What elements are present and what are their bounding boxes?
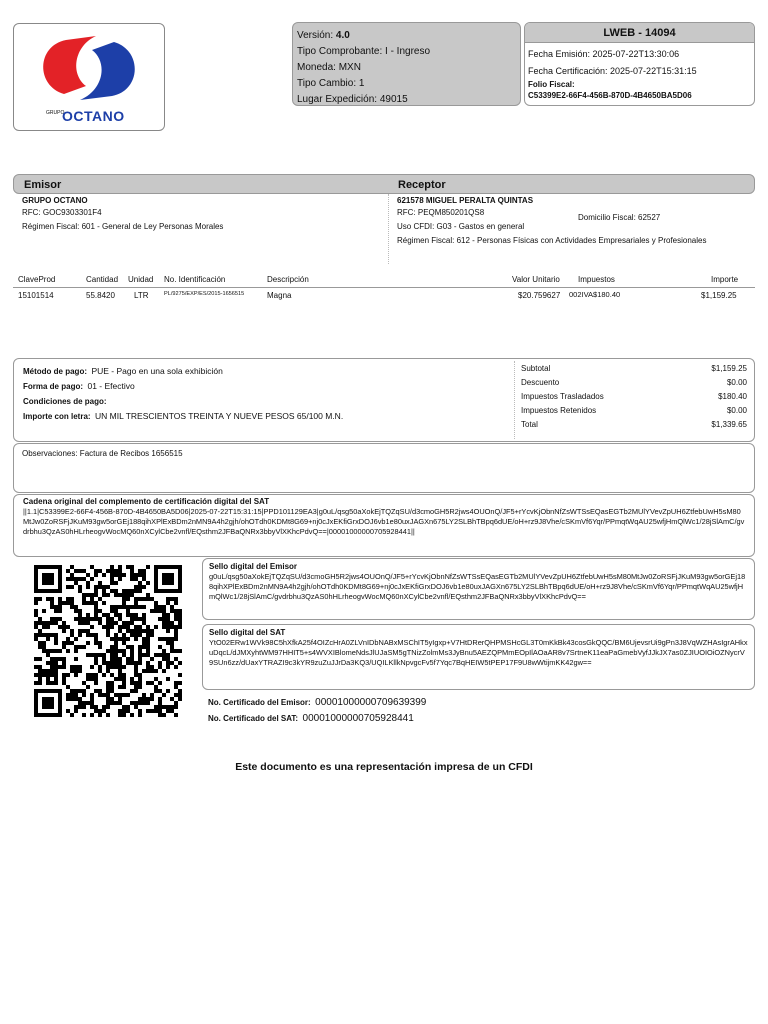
observaciones: Observaciones: Factura de Recibos 1656515 <box>13 443 755 493</box>
col-impuestos: Impuestos <box>578 275 615 284</box>
cert-sat: No. Certificado del SAT: 00001000000705928441 <box>208 713 414 724</box>
col-cantidad: Cantidad <box>86 275 119 284</box>
payment-box: Método de pago: PUE - Pago en una sola exhibición Forma de pago: 01 - Efectivo Condiciones de pago: Importe con letra: UN MIL TRESCIENTOS TREINTA Y NUEVE PESOS 65/100 M.N. Subtotal $1,159.25 Descuento $0.00 Impuestos Trasladados $180.40 Impuestos Retenidos $0.00 Total $1,339.65 <box>13 358 755 442</box>
emisor-rfc: RFC: GOC9303301F4 <box>22 208 102 217</box>
version-box: Versión: 4.0 Tipo Comprobante: I - Ingreso Moneda: MXN Tipo Cambio: 1 Lugar Expedición: 49015 <box>292 22 521 106</box>
sello-emisor-text: g0uL/qsg50aXokEjTQZqSU/d3cmoGH5R2jws4OUOnQ/JF5+rYcvKjObnNfZsWTSsEQasEGTb2MUlYVevZpUH6ZtfebUwH5sM80MtJw0ZoRSFjJKuM93gw5orGEj188qihXPlExBDm2nMN9A4h2gjh/ohOTdh0KDMt8G69+nj0cJxEKfiGrxDOJ6vb1e80uxJAGXn675LY2SLBhTBpq6dUE/oH+rz9J8Vhe/cSKmVf6Yqr/PPmqtWqAU25wfjHmQlWc1/28jSlAmC/gvdrbhu3QzAS0hHLrheogvWocMQ60nXCylCbe2vnfl/EQsthm2JFBaQNRx3bbyVlXKhcPdvQ== <box>209 572 746 601</box>
tipo-comprobante: Tipo Comprobante: I - Ingreso <box>297 46 431 57</box>
folio-label: Folio Fiscal: <box>528 80 575 89</box>
receptor-regimen: Régimen Fiscal: 612 - Personas Físicas con Actividades Empresariales y Profesionales <box>397 236 707 245</box>
fecha-certificacion: Fecha Certificación: 2025-07-22T15:31:15 <box>528 66 697 76</box>
total-row: Descuento $0.00 <box>521 378 747 387</box>
importe-letra: UN MIL TRESCIENTOS TREINTA Y NUEVE PESOS 65/100 M.N. <box>95 411 344 421</box>
emisor-block <box>22 195 392 234</box>
sello-emisor-title: Sello digital del Emisor <box>209 562 298 571</box>
col-importe: Importe <box>711 275 739 284</box>
table-row: 15101514 55.8420 LTR PL/9275/EXP/ES/2015-1656515 Magna $20.759627 002IVA$180.40 $1,159.25 <box>18 290 737 300</box>
emisor-name: GRUPO OCTANO <box>22 196 88 205</box>
metodo-pago: PUE - Pago en una sola exhibición <box>91 366 223 376</box>
qr-code <box>34 565 182 717</box>
parties-header <box>13 174 755 194</box>
receptor-rfc: RFC: PEQM850201QS8 <box>397 208 485 217</box>
cert-emisor: No. Certificado del Emisor: 00001000000709639399 <box>208 697 427 708</box>
sello-emisor-box <box>202 558 755 620</box>
col-descripcion: Descripción <box>267 275 309 284</box>
parties-box <box>13 174 755 264</box>
totals <box>521 362 747 432</box>
fecha-emision: Fecha Emisión: 2025-07-22T13:30:06 <box>528 49 680 59</box>
col-unidad: Unidad <box>128 275 154 284</box>
total-row: Subtotal $1,159.25 <box>521 364 747 373</box>
footer-note: Este documento es una representación impresa de un CFDI <box>235 761 533 773</box>
col-clave: ClaveProd <box>18 275 56 284</box>
receptor-name: 621578 MIGUEL PERALTA QUINTAS <box>397 196 534 205</box>
receptor-domicilio: Domicilio Fiscal: 62527 <box>578 213 661 222</box>
folio-fiscal: C53399E2-66F4-456B-870D-4B4650BA5D06 <box>528 91 692 100</box>
cert-sat-number: 00001000000705928441 <box>302 713 414 724</box>
logo-box <box>13 23 165 131</box>
total-row: Impuestos Retenidos $0.00 <box>521 406 747 415</box>
concepts-table <box>13 274 755 304</box>
sello-sat-title: Sello digital del SAT <box>209 628 286 637</box>
moneda: Moneda: MXN <box>297 62 361 73</box>
sello-sat-text: YtO02ERw1WVk98C5hXfkA25f4OIZcHrA0ZLVnIDbNABxMSChIT5yIgxp+V7HtDRerQHPMSHcGL3T0mKkBk43cosGkQQC/BM6UjevsrUi9gPn3J8VqWZHAsIgrAHkxuDqcL/dJMXyhtWM97HHIT5+s4WVXIBlomeNdsJlUJaSM5gTNizZolmMs3JyBnu5AEZQPMmEOpIlAOaAR8v7SrtneK11eaPaGmebVyfJJkJX7as0ZJIUOIOiOZNycrV9SUn6zz/dUaxYTRAZI9c3kYR9zuZuJJrDa3KQ3/UQILKllkNpvgcFv5f7Yqc7BqHEIW5tPEP17F9U8wWtijmKK42gw== <box>209 638 748 667</box>
total-row: Impuestos Trasladados $180.40 <box>521 392 747 401</box>
receptor-uso-cfdi: Uso CFDI: G03 - Gastos en general <box>397 222 525 231</box>
forma-pago: 01 - Efectivo <box>87 381 135 391</box>
cert-emisor-number: 00001000000709639399 <box>315 697 427 708</box>
party-divider <box>388 194 389 264</box>
sello-sat-box <box>202 624 755 690</box>
logo-brand: OCTANO <box>62 108 125 124</box>
cadena-title: Cadena original del complemento de certificación digital del SAT <box>23 497 270 506</box>
tipo-cambio: Tipo Cambio: 1 <box>297 78 365 89</box>
cadena-original-box <box>13 494 755 557</box>
total-row: Total $1,339.65 <box>521 420 747 429</box>
emisor-regimen: Régimen Fiscal: 601 - General de Ley Personas Morales <box>22 222 224 231</box>
col-no-identificacion: No. Identificación <box>164 275 226 284</box>
folio-box <box>524 22 755 106</box>
logo-small-text: GRUPO <box>46 110 65 116</box>
lugar-expedicion: Lugar Expedición: 49015 <box>297 94 408 105</box>
receptor-block <box>397 195 727 248</box>
version-value: 4.0 <box>335 30 350 41</box>
receptor-header: Receptor <box>398 179 446 191</box>
col-valor-unitario: Valor Unitario <box>512 275 560 284</box>
folio-title: LWEB - 14094 <box>525 23 754 43</box>
cadena-text: ||1.1|C53399E2-66F4-456B-870D-4B4650BA5D06|2025-07-22T15:31:15|PPD101129EA3|g0uL/qsg50aXokEjTQZqSU/d3cmoGH5R2jws4OUOnQ/JF5+rYcvKjObnNfZsWTSsEQasEGTb2MUlYVevZpUH6ZtfebUwH5sM80MtJw0ZoRSFjJKuM93gw5orGEj188qihXPlExBDm2nMN9A4h2gjh/ohOTdh0KDMt8G69+nj0cJxEKfiGrxDOJ6vb1e80uxJAGXn675LY2SLBhTBpq6dUE/oH+rz9J8Vhe/cSKmVf6Yqr/PPmqtWqAU25wfjHmQlWc1/28jSlAmC/gvdrbhu3QzAS0hHLrheogvWocMQ60nXCylCbe2vnfl/EQsthm2JFBaQNRx3bbyVlXKhcPdvQ==|00001000000705928441|| <box>23 507 745 536</box>
emisor-header: Emisor <box>24 179 62 191</box>
